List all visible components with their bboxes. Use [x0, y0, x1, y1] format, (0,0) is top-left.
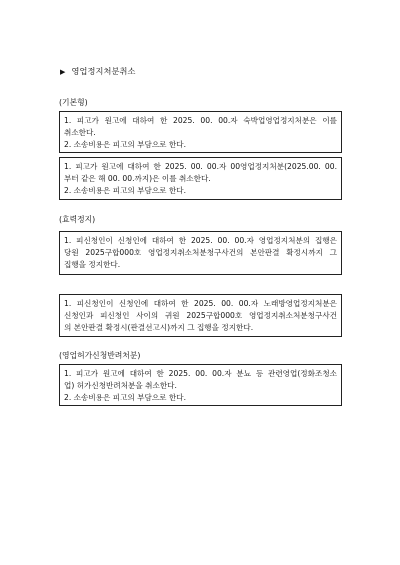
heading-title: 영업정지처분취소 — [71, 66, 136, 76]
ruling-line: 업) 허가신청반려처분을 취소한다. — [64, 381, 177, 390]
document-heading — [60, 66, 136, 77]
ruling-line: 1. 피신청인이 신청인에 대하여 한 2025. 00. 00.자 영업정지처분의 집행은 — [64, 236, 337, 245]
ruling-line: 취소한다. — [64, 128, 96, 137]
section-label-rejection: (영업허가신청반려처분) — [59, 351, 141, 360]
ruling-box — [59, 111, 342, 153]
ruling-line: 신청인과 피신청인 사이의 귀원 2025구합000호 영업정지취소처분청구사건 — [64, 311, 337, 320]
ruling-line: 2. 소송비용은 피고의 부담으로 한다. — [64, 186, 187, 195]
ruling-line: 2. 소송비용은 피고의 부담으로 한다. — [64, 393, 187, 402]
triangle-right-icon: ▶ — [60, 68, 66, 76]
ruling-line: 의 본안판결 확정시(판결선고시)까지 그 집행을 정지한다. — [64, 323, 254, 332]
ruling-line: 집행을 정지한다. — [64, 260, 121, 269]
ruling-line: 1. 피고가 원고에 대하여 한 2025. 00. 00.자 분뇨 등 관련영업(정화조청소 — [64, 369, 337, 378]
ruling-box — [59, 364, 342, 406]
ruling-box — [59, 157, 342, 200]
ruling-box — [59, 231, 342, 275]
ruling-line: 1. 피고가 원고에 대하여 한 2025. 00. 00.자 00영업정지처분(2025.00. 00. — [64, 162, 337, 171]
ruling-line: 1. 피신청인이 신청인에 대하여 한 2025. 00. 00.자 노래방영업정지처분은 — [64, 299, 337, 308]
ruling-line: 당원 2025구합000호 영업정지취소처분청구사건의 본안판결 확정시까지 그 — [64, 248, 337, 257]
section-label-stay: (효력정지) — [59, 215, 96, 224]
ruling-line: 1. 피고가 원고에 대하여 한 2025. 00. 00.자 숙박업영업정지처분은 이를 — [64, 116, 337, 125]
ruling-line: 부터 같은 해 00. 00.까지)은 이를 취소한다. — [64, 174, 211, 183]
section-label-basic: (기본형) — [59, 98, 88, 107]
ruling-line: 2. 소송비용은 피고의 부담으로 한다. — [64, 140, 187, 149]
ruling-box — [59, 294, 342, 337]
